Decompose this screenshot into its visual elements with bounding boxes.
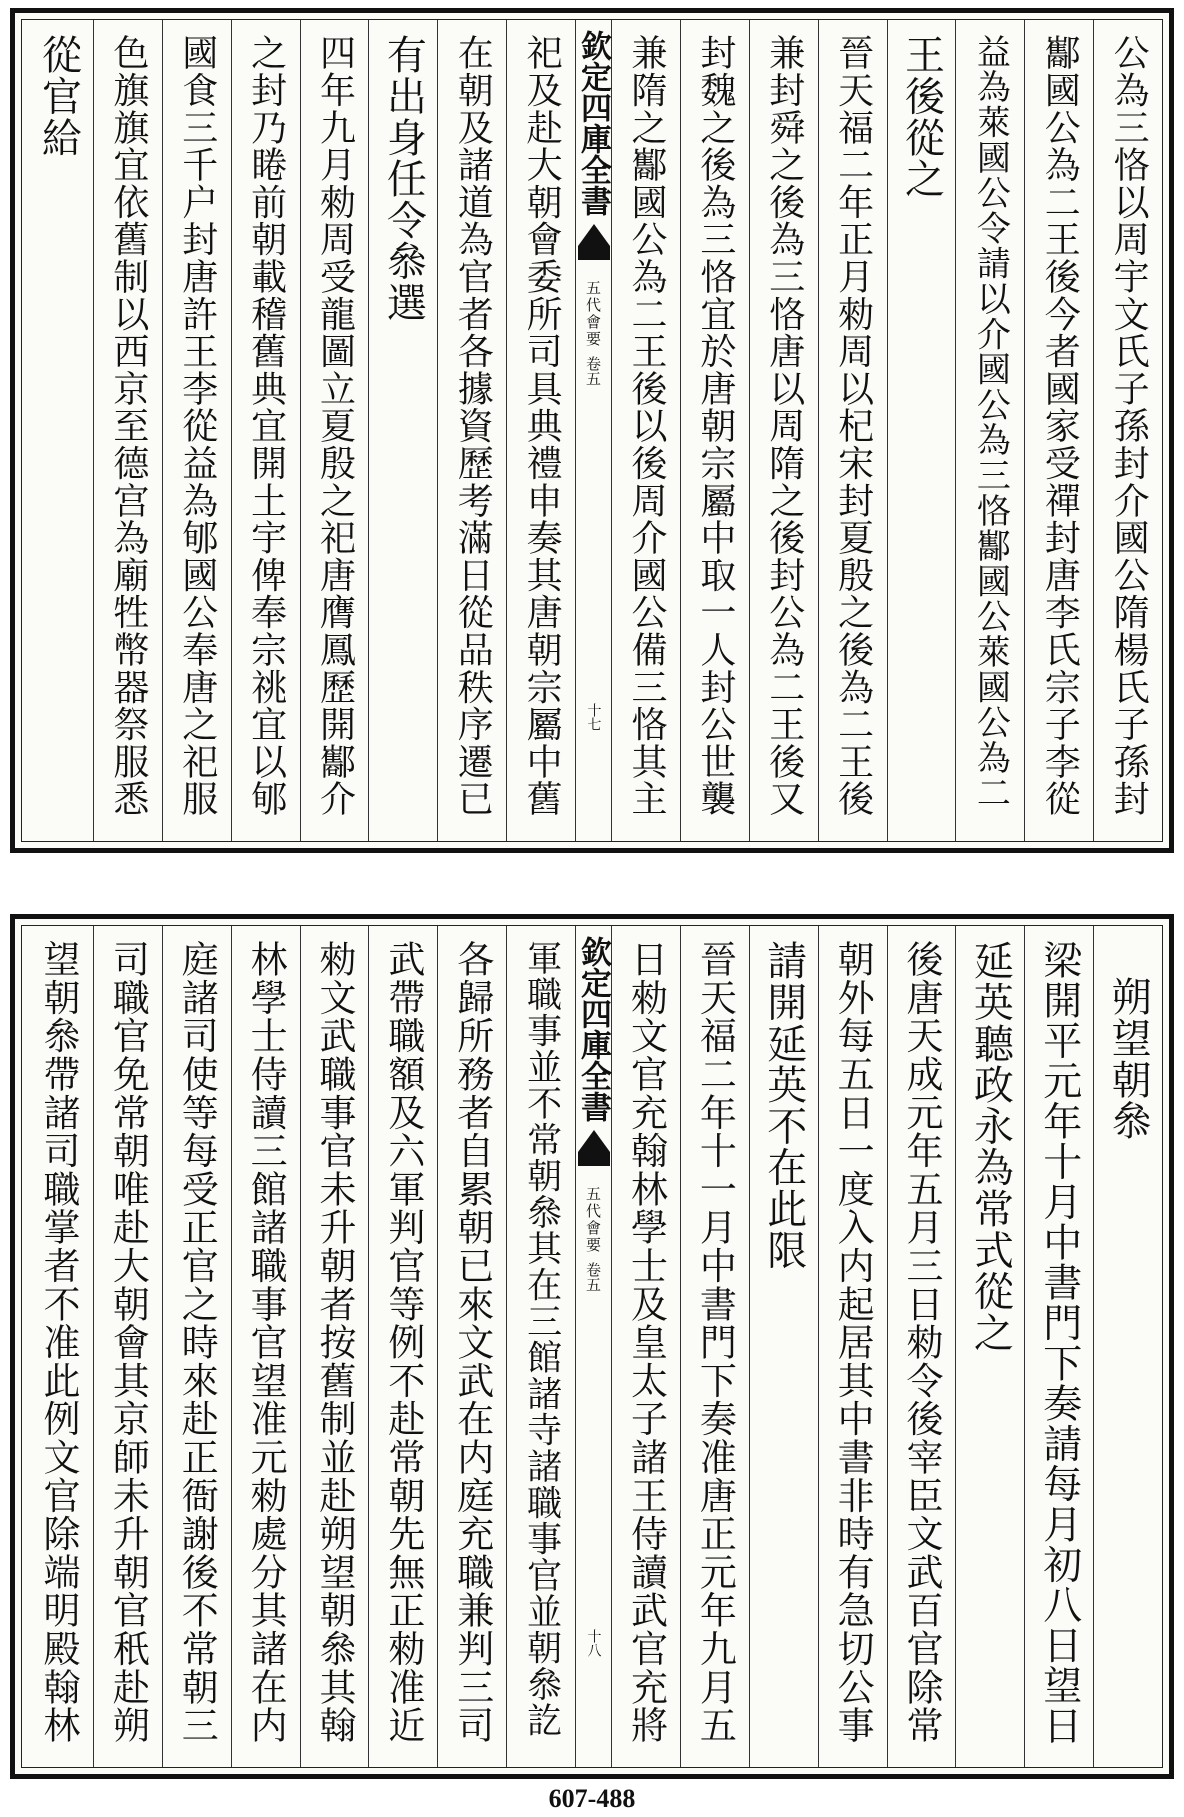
text-column (162, 20, 231, 841)
text-line: 四年九月勑周受龍圖立夏殷之祀唐膺鳳歷開酅介 (314, 34, 356, 818)
text-line: 色旗旗宜依舊制以西京至德宫為廟牲幣器祭服悉 (107, 34, 149, 818)
text-line: 後唐天成元年五月三日勑令後宰臣文武百官除常 (899, 940, 943, 1745)
text-line: 勑文武職事官未升朝者按舊制並赴朔望朝叅其翰 (312, 940, 356, 1745)
center-book-title: 欽定四庫全書 (575, 30, 611, 216)
text-column (231, 20, 300, 841)
top-page-text-block (21, 19, 1163, 842)
fish-tail-bar-icon (578, 1152, 610, 1166)
text-line: 益為萊國公令請以介國公為三恪酅國公萊國公為二 (970, 34, 1011, 811)
text-column (611, 20, 680, 841)
center-book-title: 欽定四庫全書 (575, 936, 611, 1122)
text-column (818, 20, 887, 841)
text-line: 公為三恪以周宇文氏子孫封介國公隋楊氏子孫封 (1108, 34, 1150, 818)
text-column (749, 20, 818, 841)
center-fold-margin (575, 20, 611, 841)
text-line: 有出身任令叅選 (380, 34, 427, 324)
text-line: 王後從之 (898, 34, 945, 200)
text-line: 祀及赴大朝會委所司具典禮申奏其唐朝宗屬中舊 (521, 34, 563, 818)
text-column (680, 20, 749, 841)
text-column (887, 20, 956, 841)
text-line: 國食三千户封唐許王李從益為郇國公奉唐之祀服 (176, 34, 218, 818)
text-column (162, 926, 231, 1767)
fish-tail-bar-icon (578, 246, 610, 260)
text-line: 各歸所務者自累朝已來文武在内庭充職兼判三司 (450, 940, 494, 1745)
text-line: 延英聽政永為常式從之 (967, 940, 1014, 1353)
text-line: 之封乃睠前朝載稽舊典宜開土宇俾奉宗祧宜以郇 (245, 34, 287, 818)
text-column (1093, 20, 1162, 841)
text-column (1024, 20, 1093, 841)
text-column (93, 20, 162, 841)
text-column (749, 926, 818, 1767)
text-column (506, 926, 575, 1767)
text-line: 在朝及諸道為官者各據資歷考滿日從品秩序遷已 (452, 34, 494, 818)
text-line: 庭諸司使等每受正官之時來赴正衙謝後不常朝三 (175, 940, 219, 1745)
text-line: 軍職事並不常朝叅其在三館諸寺諸職事官並朝叅訖 (521, 940, 562, 1739)
text-line: 晉天福二年正月勑周以杞宋封夏殷之後為二王後 (832, 34, 874, 818)
text-column (24, 20, 93, 841)
text-line: 司職官免常朝唯赴大朝會其京師未升朝官秖赴朔 (106, 940, 150, 1745)
text-line: 酅國公為二王後今者國家受禪封唐李氏宗子李從 (1039, 34, 1081, 818)
text-column (818, 926, 887, 1767)
center-page-marker: 十八 (585, 1629, 602, 1657)
center-volume: 卷五 (584, 356, 602, 386)
text-line: 朝外每五日一度入内起居其中書非時有急切公事 (831, 940, 875, 1745)
center-fold-margin (575, 926, 611, 1767)
top-page (10, 8, 1174, 853)
text-line: 兼封舜之後為三恪唐以周隋之後封公為二王後又 (763, 34, 805, 818)
text-column (955, 20, 1024, 841)
text-column (1024, 926, 1093, 1767)
text-column (368, 926, 437, 1767)
text-column (24, 926, 93, 1767)
text-column (368, 20, 437, 841)
center-book-name: 五代會要 (584, 280, 602, 348)
text-column (300, 20, 369, 841)
text-line: 梁開平元年十月中書門下奏請每月初八日望日 (1036, 940, 1082, 1746)
text-column (437, 926, 506, 1767)
text-column (680, 926, 749, 1767)
text-line: 從官給 (35, 34, 82, 158)
text-column (887, 926, 956, 1767)
text-line: 晉天福二年十一月中書門下奏准唐正元年九月五 (693, 940, 737, 1745)
bottom-page-text-block (21, 925, 1163, 1768)
text-column (300, 926, 369, 1767)
fish-tail-mark-icon (578, 1130, 610, 1152)
fish-tail-mark-icon (578, 224, 610, 246)
text-line: 封魏之後為三恪宜於唐朝宗屬中取一人封公世襲 (694, 34, 736, 818)
center-page-marker: 十七 (585, 703, 602, 731)
text-line: 兼隋之酅國公為二王後以後周介國公備三恪其主 (625, 34, 667, 818)
text-column (93, 926, 162, 1767)
text-line: 日勑文官充翰林學士及皇太子諸王侍讀武官充將 (624, 940, 668, 1745)
text-line: 武帶職額及六軍判官等例不赴常朝先無正勑准近 (381, 940, 425, 1745)
text-line: 望朝叅帶諸司職掌者不准此例文官除端明殿翰林 (36, 940, 80, 1745)
page-number: 607-488 (548, 1784, 636, 1813)
center-book-name: 五代會要 (584, 1186, 602, 1254)
text-line: 林學士侍讀三館諸職事官望准元勑處分其諸在内 (244, 940, 288, 1745)
text-column (231, 926, 300, 1767)
text-column (955, 926, 1024, 1767)
text-line: 請開延英不在此限 (760, 940, 807, 1271)
text-column (506, 20, 575, 841)
bottom-page (10, 914, 1174, 1779)
text-line: 朔望朝叅 (1105, 976, 1152, 1142)
center-volume: 卷五 (584, 1262, 602, 1292)
section-heading (1093, 926, 1162, 1767)
text-column (437, 20, 506, 841)
text-column (611, 926, 680, 1767)
